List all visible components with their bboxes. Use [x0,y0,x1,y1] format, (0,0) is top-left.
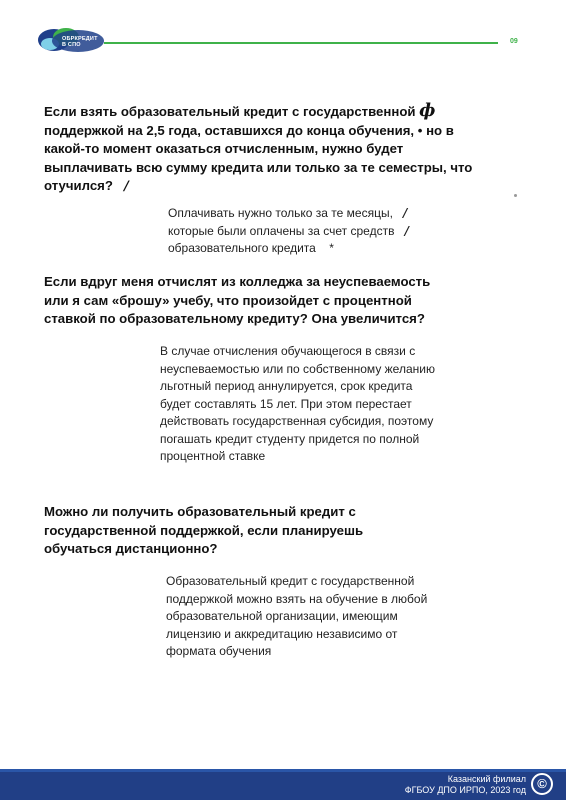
answer-line: погашать кредит студенту придется по полной [160,431,420,446]
question-line-suffix: но в [426,122,454,138]
question-line: государственной поддержкой, если планируешь [44,522,364,538]
question-line: Если взять образовательный кредит с государственной ф [44,100,436,121]
answer-line: поддержкой можно взять на обучение в любой [166,591,428,606]
stray-dot [514,194,517,197]
answer-2 [160,343,435,466]
question-line: ставкой по образовательному кредиту? Она увеличится? [44,311,425,326]
handwritten-phi: ф [419,100,436,121]
footer-stripe [0,769,566,772]
question-2 [44,273,430,329]
handwritten-bullet: • [417,122,423,138]
answer-line: Оплачивать нужно только за те месяцы, / [168,206,408,220]
handwritten-star: * [329,241,334,255]
question-line: Если вдруг меня отчислят из колледжа за неуспеваемость [44,274,431,289]
answer-line: Образовательный кредит с государственной [166,574,415,588]
answer-line: процентной ставке [160,449,266,463]
question-line: выплачивать всю сумму кредита или только за те семестры, что [44,159,473,175]
answer-line: будет составлять 15 лет. При этом перестает [160,396,412,411]
answer-1 [168,205,409,258]
logo-text: ОБРКРЕДИТ В СПО [62,36,98,48]
answer-line: образовательной организации, имеющим [166,609,398,623]
question-line: отучился? / [44,178,129,194]
question-3 [44,503,363,559]
answer-line: действовать государственная субсидия, поэтому [160,414,434,428]
footer-organization [405,774,526,796]
page-number: 09 [510,38,518,45]
question-line: Можно ли получить образовательный кредит с [44,504,356,519]
footer-line: Казанский филиал [447,774,526,784]
handwritten-slash: / [404,223,409,238]
question-line: или я сам «брошу» учебу, что произойдет с процентной [44,292,412,308]
question-line: поддержкой на 2,5 года, оставшихся до конца обучения, • но в [44,122,454,138]
answer-line: формата обучения [166,644,272,658]
answer-line: льготный период аннулируется, срок кредита [160,379,413,393]
handwritten-slash: / [402,206,408,220]
question-line: какой-то момент оказаться отчисленным, нужно будет [44,141,404,156]
answer-line: лицензию и аккредитацию независимо от [166,626,398,641]
question-1 [44,102,472,197]
footer-line: ФГБОУ ДПО ИРПО, 2023 год [404,785,526,795]
answer-line: которые были оплачены за счет средств / [168,223,409,238]
answer-line: В случае отчисления обучающегося в связи с [160,344,416,358]
header-divider [104,42,498,44]
answer-line: неуспеваемостью или по собственному желанию [160,361,435,376]
copyright-icon: © [531,773,553,795]
handwritten-slash: / [123,179,129,194]
answer-line: образовательного кредита * [168,241,334,255]
answer-3 [166,573,427,661]
question-line: обучаться дистанционно? [44,541,218,556]
